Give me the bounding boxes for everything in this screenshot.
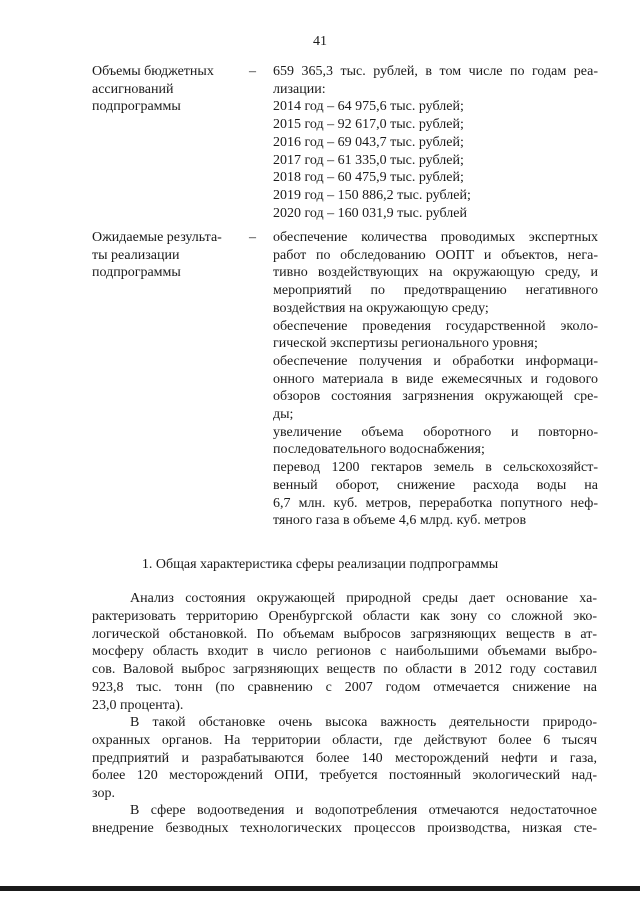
- text-line: предприятий и разрабатываются более 140 месторождений нефти и газа,: [92, 750, 597, 766]
- budget-value-line: 2019 год – 150 886,2 тыс. рублей;: [273, 187, 471, 203]
- results-row: [92, 229, 598, 534]
- budget-label: [92, 63, 242, 116]
- results-dash: –: [249, 230, 256, 245]
- text-line: зор.: [92, 786, 115, 802]
- budget-value-line: 659 365,3 тыс. рублей, в том числе по годам реа-: [273, 64, 598, 79]
- results-value-line: увеличение объема оборотного и повторно-: [273, 424, 598, 440]
- results-value-line: онного материала в виде ежемесячных и годового: [273, 371, 598, 387]
- budget-label-line: ассигнований: [92, 81, 174, 97]
- budget-value-line: 2017 год – 61 335,0 тыс. рублей;: [273, 152, 464, 168]
- results-value-line: гической экспертизы регионального уровня;: [273, 336, 538, 352]
- results-value-line: обеспечение количества проводимых экспертных: [273, 230, 598, 245]
- page-number: 41: [313, 34, 327, 49]
- results-label-line: Ожидаемые результа-: [92, 230, 222, 245]
- results-value-line: мероприятий по предотвращению негативного: [273, 283, 598, 299]
- budget-value-line: 2020 год – 160 031,9 тыс. рублей: [273, 205, 467, 221]
- budget-value-line: 2015 год – 92 617,0 тыс. рублей;: [273, 117, 464, 133]
- budget-value-line: 2014 год – 64 975,6 тыс. рублей;: [273, 99, 464, 115]
- text-line: В сфере водоотведения и водопотребления отмечаются недостаточное: [130, 803, 597, 818]
- budget-label-line: Объемы бюджетных: [92, 64, 214, 79]
- results-label: [92, 229, 242, 282]
- text-line: 23,0 процента).: [92, 697, 184, 713]
- text-line: В такой обстановке очень высока важность деятельности природо-: [130, 715, 597, 730]
- results-value-line: обеспечение получения и обработки информаци-: [273, 353, 598, 369]
- text-line: Анализ состояния окружающей природной среды дает основание ха-: [130, 591, 597, 606]
- text-line: логической обстановкой. По объемам выбросов загрязняющих веществ в ат-: [92, 626, 597, 642]
- text-line: охранных органов. На территории области, где действуют более 6 тысяч: [92, 732, 597, 748]
- paragraph-1: [92, 590, 597, 715]
- paragraph-2: [92, 714, 597, 803]
- budget-value: [273, 63, 598, 222]
- text-line: рактеризовать территорию Оренбургской области как зону со сложной эко-: [92, 608, 597, 624]
- results-value-line: воздействия на окружающую среду;: [273, 300, 489, 316]
- text-line: мосферу область входит в число регионов с наибольшими объемами выбро-: [92, 644, 597, 660]
- results-value-line: 6,7 млн. куб. метров, переработка попутного неф-: [273, 495, 598, 511]
- results-label-line: ты реализации: [92, 247, 180, 263]
- results-value-line: обзоров состояния загрязнения окружающей сре-: [273, 389, 598, 405]
- budget-value-line: 2018 год – 60 475,9 тыс. рублей;: [273, 170, 464, 186]
- results-value: [273, 229, 598, 530]
- text-line: более 120 месторождений ОПИ, требуется постоянный экологический над-: [92, 768, 597, 784]
- budget-value-line: 2016 год – 69 043,7 тыс. рублей;: [273, 134, 464, 150]
- budget-row: [92, 63, 598, 223]
- results-value-line: ды;: [273, 407, 294, 423]
- results-value-line: работ по обследованию ООПТ и объектов, нега-: [273, 247, 598, 263]
- text-line: внедрение безводных технологических процессов производства, низкая сте-: [92, 820, 597, 836]
- results-value-line: последовательного водоснабжения;: [273, 442, 485, 458]
- budget-dash: –: [249, 64, 256, 79]
- text-line: 923,8 тыс. тонн (по сравнению с 2007 годом отмечается снижение на: [92, 679, 597, 695]
- paragraph-3: [92, 802, 597, 838]
- results-value-line: венный оборот, снижение расхода воды на: [273, 477, 598, 493]
- budget-value-line: лизации:: [273, 81, 326, 97]
- results-label-line: подпрограммы: [92, 265, 181, 281]
- results-value-line: перевод 1200 гектаров земель в сельскохозяйст-: [273, 460, 598, 476]
- text-line: сов. Валовой выброс загрязняющих веществ по области в 2012 году составил: [92, 662, 597, 678]
- page-bottom-edge: [0, 886, 640, 891]
- results-value-line: обеспечение проведения государственной эколо-: [273, 318, 598, 334]
- section-title: 1. Общая характеристика сферы реализации подпрограммы: [141, 557, 499, 572]
- results-value-line: тяного газа в объеме 4,6 млрд. куб. метров: [273, 513, 527, 529]
- budget-label-line: подпрограммы: [92, 99, 181, 115]
- results-value-line: тивно воздействующих на окружающую среду, и: [273, 265, 598, 281]
